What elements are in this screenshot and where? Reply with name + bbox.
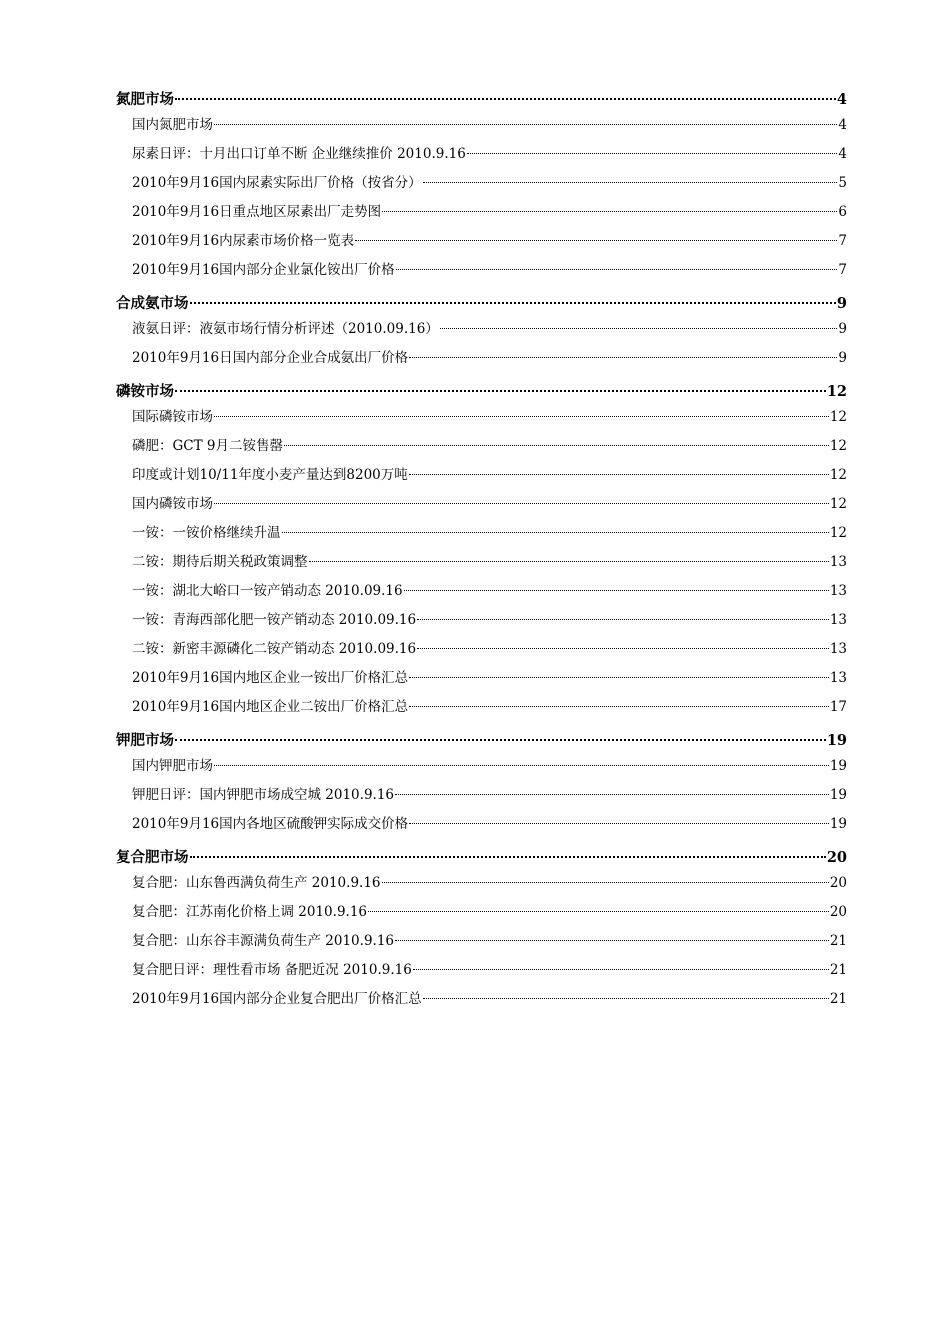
toc-page-number: 20 — [826, 849, 847, 866]
toc-entry-title: 二铵：期待后期关税政策调整 — [132, 554, 308, 570]
toc-entry[interactable] — [116, 577, 847, 606]
toc-entry-title: 国内氮肥市场 — [132, 117, 213, 133]
toc-heading[interactable] — [116, 380, 847, 403]
toc-heading-title: 钾肥市场 — [116, 732, 174, 749]
toc-page-number: 13 — [829, 583, 847, 599]
dot-leader — [214, 503, 829, 504]
dot-leader — [368, 911, 829, 912]
toc-page-number: 19 — [829, 787, 847, 803]
toc-page-number: 6 — [838, 204, 847, 220]
dot-leader — [395, 940, 829, 941]
dot-leader — [355, 240, 837, 241]
toc-entry-title: 一铵：湖北大峪口一铵产销动态 2010.09.16 — [132, 583, 403, 599]
dot-leader — [214, 124, 837, 125]
toc-entry[interactable] — [116, 898, 847, 927]
toc-page-number: 17 — [829, 699, 847, 715]
toc-entry-title: 2010年9月16国内部分企业复合肥出厂价格汇总 — [132, 991, 422, 1007]
toc-heading[interactable] — [116, 292, 847, 315]
dot-leader — [382, 882, 829, 883]
dot-leader — [417, 648, 829, 649]
toc-entry-title: 2010年9月16国内部分企业氯化铵出厂价格 — [132, 262, 395, 278]
toc-entry[interactable] — [116, 985, 847, 1014]
toc-entry-title: 2010年9月16日重点地区尿素出厂走势图 — [132, 204, 382, 220]
dot-leader — [409, 677, 829, 678]
toc-entry[interactable] — [116, 869, 847, 898]
toc-entry[interactable] — [116, 635, 847, 664]
toc-entry[interactable] — [116, 344, 847, 373]
toc-page-number: 21 — [829, 933, 847, 949]
toc-section-ammonia — [116, 292, 847, 373]
toc-entry-title: 2010年9月16国内各地区硫酸钾实际成交价格 — [132, 816, 409, 832]
toc-entry[interactable] — [116, 198, 847, 227]
toc-page-number: 12 — [829, 496, 847, 512]
toc-heading[interactable] — [116, 88, 847, 111]
toc-entry-title: 2010年9月16国内尿素实际出厂价格（按省分） — [132, 175, 422, 191]
toc-entry-title: 钾肥日评：国内钾肥市场成空城 2010.9.16 — [132, 787, 394, 803]
dot-leader — [395, 794, 829, 795]
toc-entry[interactable] — [116, 111, 847, 140]
toc-section-phosphate — [116, 380, 847, 722]
toc-entry-title: 一铵：青海西部化肥一铵产销动态 2010.09.16 — [132, 612, 417, 628]
dot-leader — [404, 590, 829, 591]
toc-page-number: 12 — [829, 438, 847, 454]
toc-entry[interactable] — [116, 140, 847, 169]
toc-entry-title: 尿素日评：十月出口订单不断 企业继续推价 2010.9.16 — [132, 146, 466, 162]
toc-entry-title: 2010年9月16内尿素市场价格一览表 — [132, 233, 355, 249]
toc-section-nitrogen — [116, 88, 847, 285]
toc-entry[interactable] — [116, 752, 847, 781]
dot-leader — [214, 416, 829, 417]
toc-section-compound — [116, 846, 847, 1014]
dot-leader — [417, 619, 829, 620]
toc-entry[interactable] — [116, 169, 847, 198]
table-of-contents — [116, 88, 847, 1021]
dot-leader — [413, 969, 829, 970]
toc-page-number: 21 — [829, 962, 847, 978]
toc-entry-title: 二铵：新密丰源磷化二铵产销动态 2010.09.16 — [132, 641, 417, 657]
dot-leader — [175, 390, 826, 392]
toc-entry[interactable] — [116, 461, 847, 490]
toc-entry[interactable] — [116, 490, 847, 519]
toc-page-number: 4 — [838, 117, 847, 133]
toc-entry-title: 磷肥：GCT 9月二铵售罄 — [132, 438, 283, 454]
dot-leader — [409, 823, 829, 824]
dot-leader — [409, 706, 829, 707]
toc-page-number: 21 — [829, 991, 847, 1007]
toc-entry[interactable] — [116, 519, 847, 548]
dot-leader — [467, 153, 838, 154]
toc-entry[interactable] — [116, 315, 847, 344]
dot-leader — [409, 474, 829, 475]
toc-entry-title: 复合肥：山东鲁西满负荷生产 2010.9.16 — [132, 875, 381, 891]
dot-leader — [423, 998, 829, 999]
toc-entry-title: 2010年9月16国内地区企业一铵出厂价格汇总 — [132, 670, 409, 686]
dot-leader — [175, 98, 836, 100]
toc-entry-title: 复合肥：山东谷丰源满负荷生产 2010.9.16 — [132, 933, 394, 949]
dot-leader — [214, 765, 829, 766]
toc-heading[interactable] — [116, 729, 847, 752]
toc-entry[interactable] — [116, 403, 847, 432]
dot-leader — [440, 328, 838, 329]
toc-entry-title: 国际磷铵市场 — [132, 409, 213, 425]
toc-entry[interactable] — [116, 810, 847, 839]
toc-entry[interactable] — [116, 956, 847, 985]
dot-leader — [396, 269, 838, 270]
toc-entry[interactable] — [116, 256, 847, 285]
toc-page-number: 4 — [836, 91, 847, 108]
toc-entry-title: 2010年9月16国内地区企业二铵出厂价格汇总 — [132, 699, 409, 715]
dot-leader — [284, 445, 829, 446]
dot-leader — [190, 302, 836, 304]
toc-page-number: 12 — [829, 525, 847, 541]
dot-leader — [175, 739, 826, 741]
toc-page-number: 12 — [829, 409, 847, 425]
toc-page-number: 19 — [826, 732, 847, 749]
toc-page-number: 19 — [829, 758, 847, 774]
toc-entry-title: 2010年9月16日国内部分企业合成氨出厂价格 — [132, 350, 409, 366]
toc-page-number: 7 — [838, 262, 847, 278]
toc-page-number: 13 — [829, 670, 847, 686]
toc-page-number: 12 — [826, 383, 847, 400]
toc-page-number: 20 — [829, 904, 847, 920]
dot-leader — [409, 357, 837, 358]
toc-page-number: 9 — [836, 295, 847, 312]
toc-section-potash — [116, 729, 847, 839]
toc-page-number: 9 — [838, 321, 847, 337]
toc-heading[interactable] — [116, 846, 847, 869]
toc-page-number: 9 — [838, 350, 847, 366]
toc-page-number: 7 — [838, 233, 847, 249]
toc-page-number: 20 — [829, 875, 847, 891]
toc-page-number: 13 — [829, 612, 847, 628]
toc-heading-title: 磷铵市场 — [116, 383, 174, 400]
toc-entry[interactable] — [116, 227, 847, 256]
toc-page-number: 12 — [829, 467, 847, 483]
toc-page-number: 13 — [829, 554, 847, 570]
dot-leader — [282, 532, 829, 533]
toc-entry[interactable] — [116, 606, 847, 635]
dot-leader — [423, 182, 838, 183]
dot-leader — [309, 561, 829, 562]
toc-page-number: 19 — [829, 816, 847, 832]
toc-entry-title: 国内磷铵市场 — [132, 496, 213, 512]
toc-entry[interactable] — [116, 927, 847, 956]
dot-leader — [190, 856, 826, 858]
toc-heading-title: 合成氨市场 — [116, 295, 189, 312]
toc-page-number: 4 — [838, 146, 847, 162]
toc-page-number: 5 — [838, 175, 847, 191]
toc-entry-title: 印度或计划10/11年度小麦产量达到8200万吨 — [132, 467, 408, 483]
toc-page-number: 13 — [829, 641, 847, 657]
dot-leader — [382, 211, 837, 212]
toc-entry[interactable] — [116, 432, 847, 461]
toc-entry-title: 国内钾肥市场 — [132, 758, 213, 774]
toc-entry[interactable] — [116, 693, 847, 722]
toc-entry[interactable] — [116, 781, 847, 810]
toc-entry-title: 复合肥日评：理性看市场 备肥近况 2010.9.16 — [132, 962, 412, 978]
toc-heading-title: 复合肥市场 — [116, 849, 189, 866]
toc-entry[interactable] — [116, 664, 847, 693]
toc-entry[interactable] — [116, 548, 847, 577]
toc-entry-title: 一铵：一铵价格继续升温 — [132, 525, 281, 541]
toc-entry-title: 复合肥：江苏南化价格上调 2010.9.16 — [132, 904, 367, 920]
toc-heading-title: 氮肥市场 — [116, 91, 174, 108]
toc-entry-title: 液氨日评：液氨市场行情分析评述（2010.09.16） — [132, 321, 439, 337]
